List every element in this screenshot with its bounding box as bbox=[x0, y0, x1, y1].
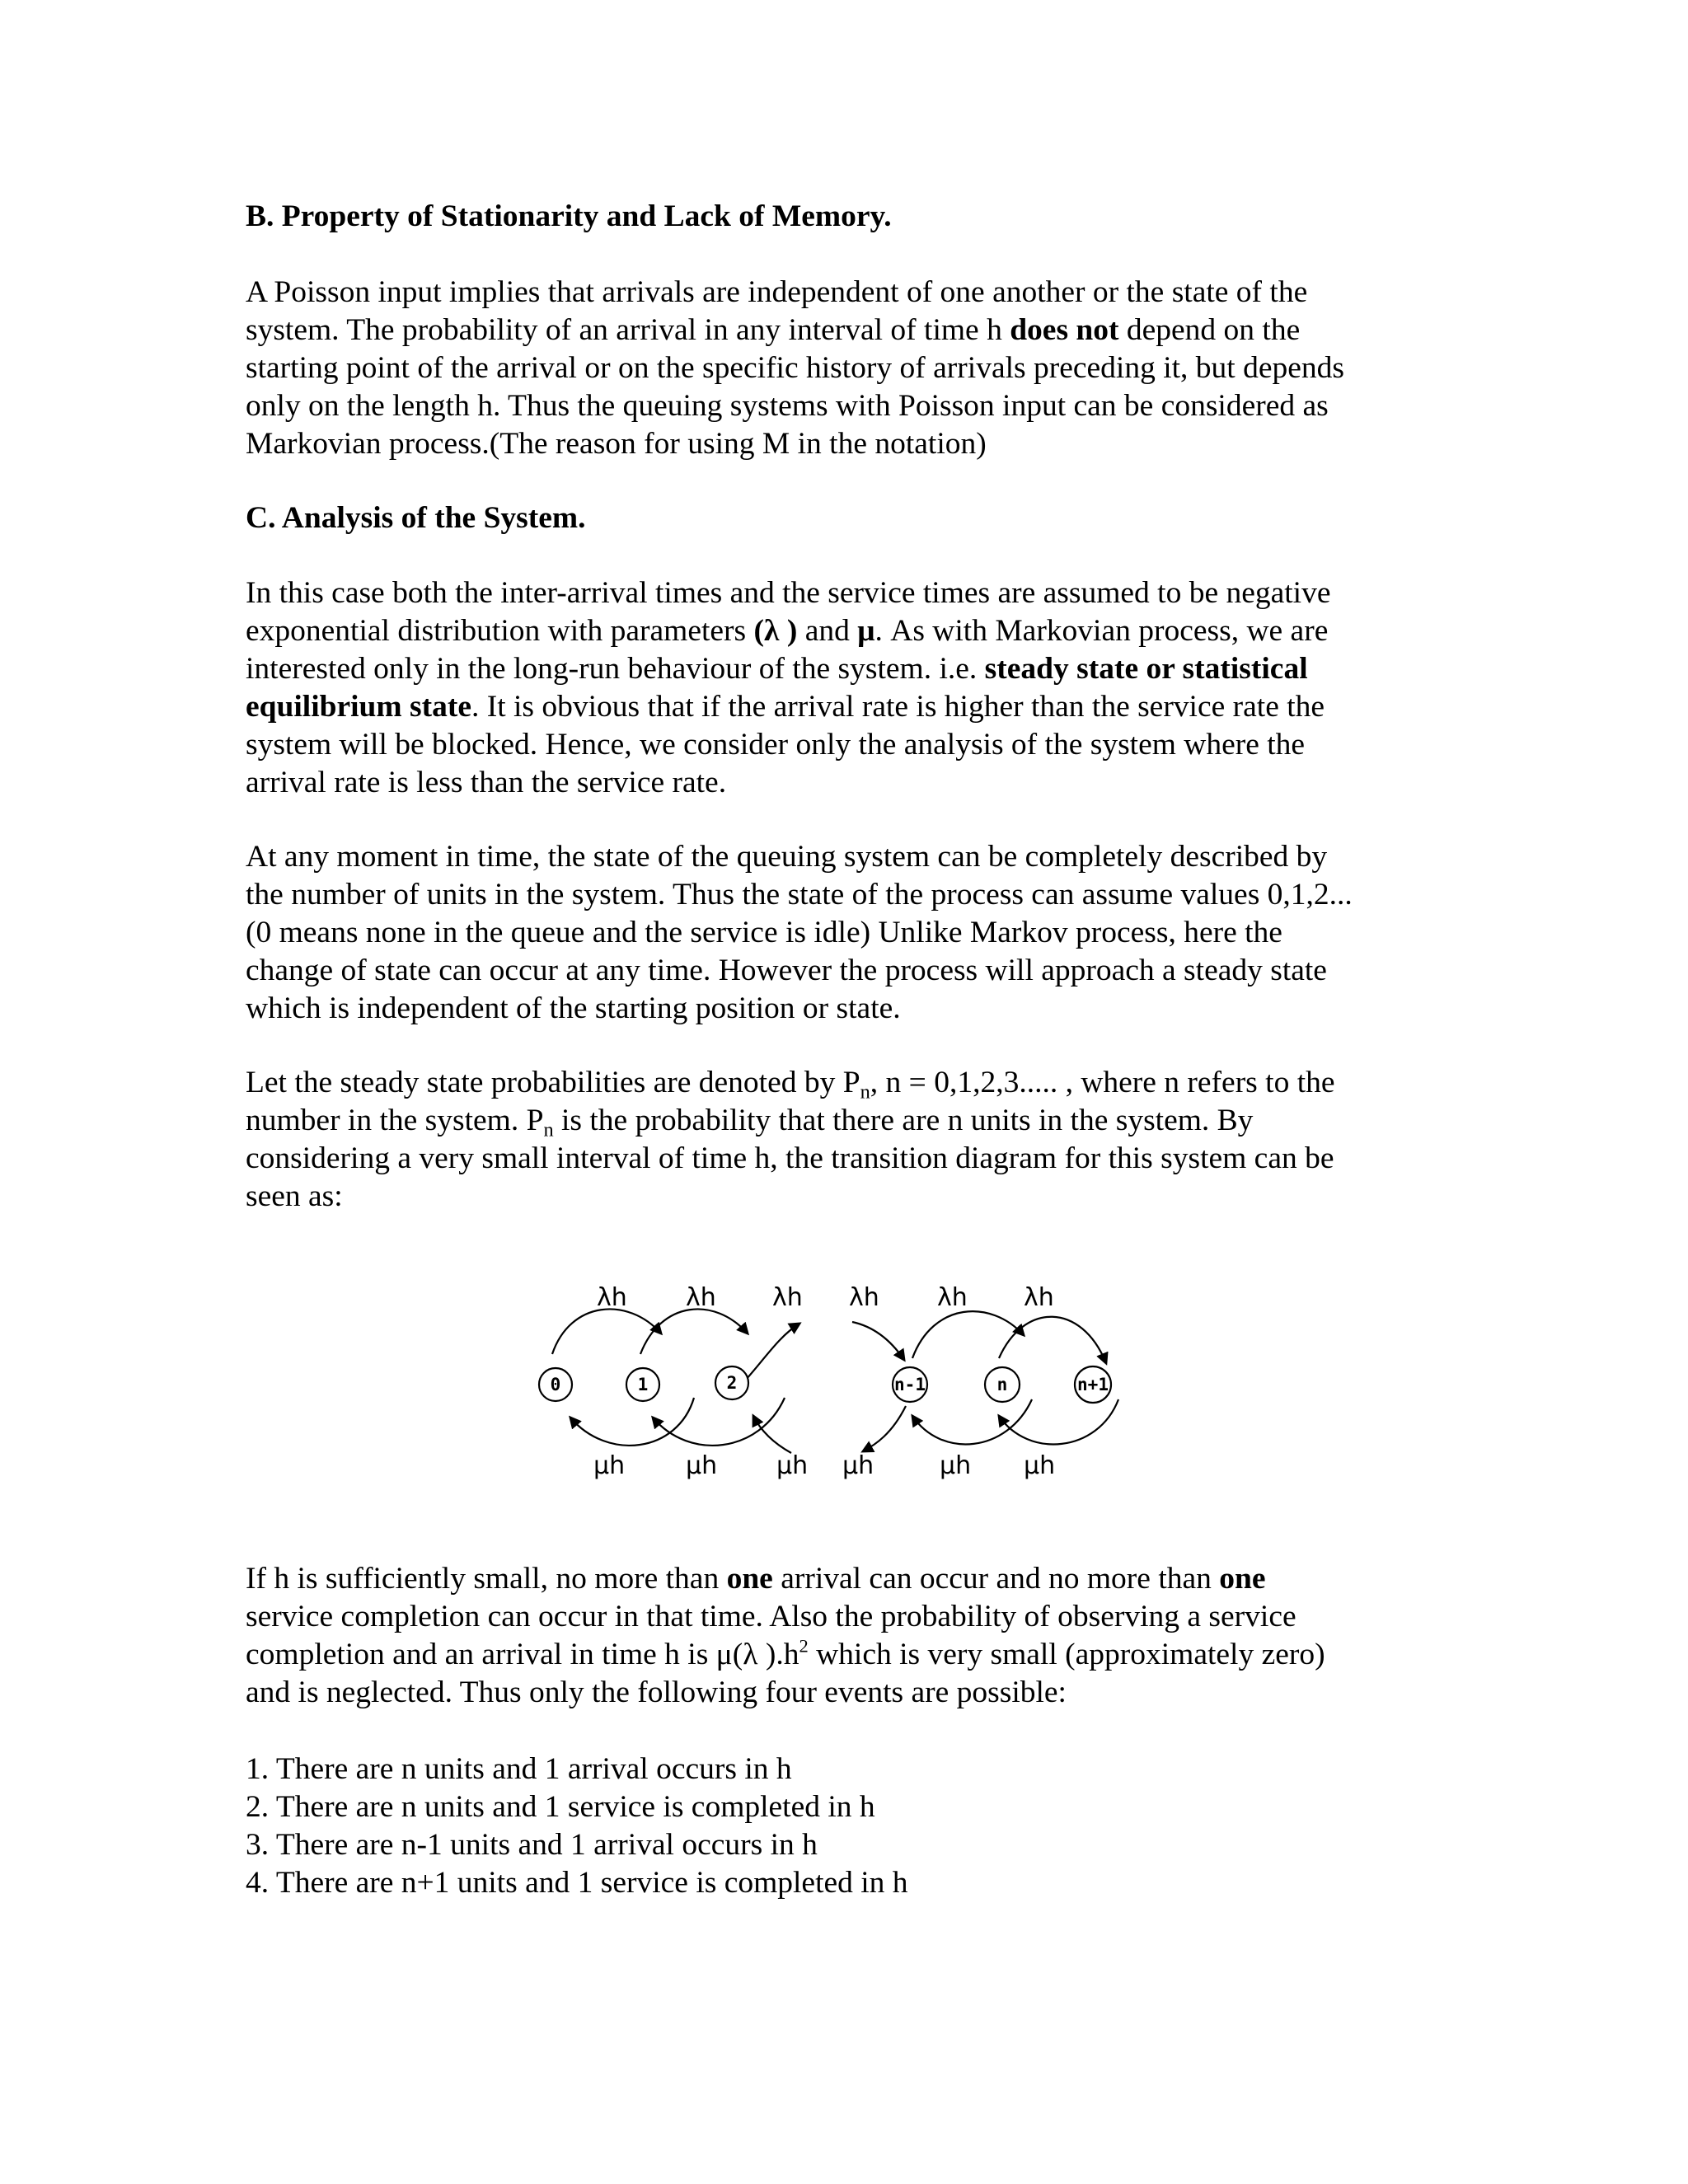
text-line bbox=[246, 312, 1449, 349]
state-n-plus-1 bbox=[1075, 1366, 1111, 1403]
subscript: n bbox=[543, 1118, 554, 1141]
text-line: and is neglected. Thus only the following four events are possible: bbox=[246, 1675, 1067, 1709]
service-label: μh bbox=[776, 1451, 809, 1480]
section-c-heading: C. Analysis of the System. bbox=[246, 501, 586, 535]
emphasis-steady-state: steady state or statistical bbox=[984, 652, 1308, 686]
text-run: system. The probability of an arrival in any interval of time h bbox=[246, 313, 1010, 347]
text-run: interested only in the long-run behaviour of the system. i.e. bbox=[246, 652, 985, 686]
state-label: n bbox=[996, 1375, 1008, 1394]
list-item: 1. There are n units and 1 arrival occurs in h bbox=[246, 1752, 792, 1786]
text-line: which is independent of the starting position or state. bbox=[246, 991, 901, 1025]
arrival-arc bbox=[999, 1317, 1106, 1363]
transition-diagram bbox=[537, 1276, 1139, 1482]
text-run: number in the system. P bbox=[246, 1104, 544, 1137]
event-list bbox=[246, 1750, 1449, 1902]
service-label: μh bbox=[842, 1451, 874, 1480]
section-c-paragraph-4 bbox=[246, 1560, 1449, 1712]
emphasis-one: one bbox=[1219, 1562, 1266, 1596]
text-run: depend on the bbox=[1118, 313, 1301, 347]
arrival-arc bbox=[912, 1311, 1024, 1358]
arrival-label: λh bbox=[597, 1283, 627, 1312]
service-arc bbox=[912, 1399, 1032, 1444]
state-label: n+1 bbox=[1077, 1375, 1109, 1394]
text-line: At any moment in time, the state of the queuing system can be completely described by bbox=[246, 840, 1328, 874]
text-line: In this case both the inter-arrival times and the service times are assumed to be negative bbox=[246, 576, 1331, 610]
text-line bbox=[246, 1064, 1449, 1102]
arrival-label: λh bbox=[686, 1283, 716, 1312]
text-line: A Poisson input implies that arrivals are independent of one another or the state of the bbox=[246, 275, 1308, 309]
arrival-arc bbox=[552, 1309, 661, 1354]
state-label: 1 bbox=[637, 1375, 649, 1394]
state-2 bbox=[715, 1366, 748, 1399]
text-line bbox=[246, 1560, 1449, 1598]
emphasis-lambda: (λ ) bbox=[753, 614, 798, 648]
text-line bbox=[246, 688, 1449, 726]
section-c-paragraph-3 bbox=[246, 1064, 1449, 1216]
text-line: Markovian process.(The reason for using M in the notation) bbox=[246, 427, 987, 461]
emphasis-one: one bbox=[726, 1562, 773, 1596]
superscript: 2 bbox=[799, 1635, 809, 1657]
list-item: 2. There are n units and 1 service is completed in h bbox=[246, 1790, 875, 1824]
state-label: 2 bbox=[726, 1373, 738, 1393]
state-n bbox=[985, 1367, 1020, 1402]
arrival-label: λh bbox=[1024, 1283, 1054, 1312]
emphasis-mu: μ bbox=[857, 614, 875, 648]
state-0 bbox=[539, 1368, 572, 1401]
text-run: is the probability that there are n units in the system. By bbox=[553, 1104, 1254, 1137]
emphasis-does-not: does not bbox=[1010, 313, 1119, 347]
text-line: system will be blocked. Hence, we consider only the analysis of the system where the bbox=[246, 728, 1306, 762]
text-line: arrival rate is less than the service rate. bbox=[246, 766, 727, 799]
text-line: considering a very small interval of time h, the transition diagram for this system can be bbox=[246, 1141, 1334, 1175]
text-run: If h is sufficiently small, no more than bbox=[246, 1562, 727, 1596]
text-line bbox=[246, 1102, 1449, 1140]
arrival-label: λh bbox=[937, 1283, 968, 1312]
state-label: 0 bbox=[550, 1375, 561, 1394]
text-line: the number of units in the system. Thus the state of the process can assume values 0,1,2... bbox=[246, 878, 1353, 912]
service-label: μh bbox=[1024, 1451, 1056, 1480]
service-arc bbox=[653, 1398, 785, 1446]
state-label: n-1 bbox=[894, 1375, 926, 1394]
section-b-heading: B. Property of Stationarity and Lack of Memory. bbox=[246, 199, 892, 233]
service-arc bbox=[570, 1398, 694, 1446]
text-run: . As with Markovian process, we are bbox=[874, 614, 1329, 648]
text-run: . It is obvious that if the arrival rate is higher than the service rate the bbox=[471, 690, 1325, 724]
arrival-arc bbox=[852, 1322, 904, 1360]
list-item: 4. There are n+1 units and 1 service is completed in h bbox=[246, 1866, 908, 1900]
text-run: which is very small (approximately zero) bbox=[808, 1638, 1325, 1671]
text-line: starting point of the arrival or on the specific history of arrivals preceding it, but depends bbox=[246, 351, 1344, 385]
text-line bbox=[246, 650, 1449, 688]
subscript: n bbox=[860, 1080, 870, 1104]
text-run: , n = 0,1,2,3..... , where n refers to the bbox=[870, 1066, 1335, 1099]
text-run: Let the steady state probabilities are denoted by P bbox=[246, 1066, 860, 1099]
state-1 bbox=[626, 1368, 659, 1401]
section-b-paragraph bbox=[246, 274, 1449, 463]
service-label: μh bbox=[940, 1451, 972, 1480]
state-n-minus-1 bbox=[893, 1367, 927, 1402]
arrival-arc bbox=[640, 1309, 748, 1354]
text-line: (0 means none in the queue and the service is idle) Unlike Markov process, here the bbox=[246, 916, 1282, 949]
service-label: μh bbox=[686, 1451, 718, 1480]
text-line: service completion can occur in that time. Also the probability of observing a service bbox=[246, 1600, 1296, 1633]
section-c-paragraph-1 bbox=[246, 574, 1449, 802]
text-run: and bbox=[797, 614, 858, 648]
list-item: 3. There are n-1 units and 1 arrival occurs in h bbox=[246, 1828, 818, 1862]
text-line: only on the length h. Thus the queuing systems with Poisson input can be considered as bbox=[246, 389, 1329, 423]
text-run: completion and an arrival in time h is μ(λ ).h bbox=[246, 1638, 799, 1671]
text-run: exponential distribution with parameters bbox=[246, 614, 754, 648]
service-arc bbox=[863, 1406, 906, 1451]
text-line: change of state can occur at any time. However the process will approach a steady state bbox=[246, 954, 1327, 987]
section-c-paragraph-2 bbox=[246, 838, 1449, 1028]
emphasis-equilibrium: equilibrium state bbox=[246, 690, 471, 724]
arrival-label: λh bbox=[849, 1283, 879, 1312]
text-line: seen as: bbox=[246, 1179, 343, 1213]
service-arc bbox=[753, 1416, 791, 1453]
text-run: arrival can occur and no more than bbox=[772, 1562, 1220, 1596]
text-line bbox=[246, 1636, 1449, 1674]
arrival-label: λh bbox=[772, 1283, 803, 1312]
service-label: μh bbox=[593, 1451, 626, 1480]
text-line bbox=[246, 612, 1449, 650]
